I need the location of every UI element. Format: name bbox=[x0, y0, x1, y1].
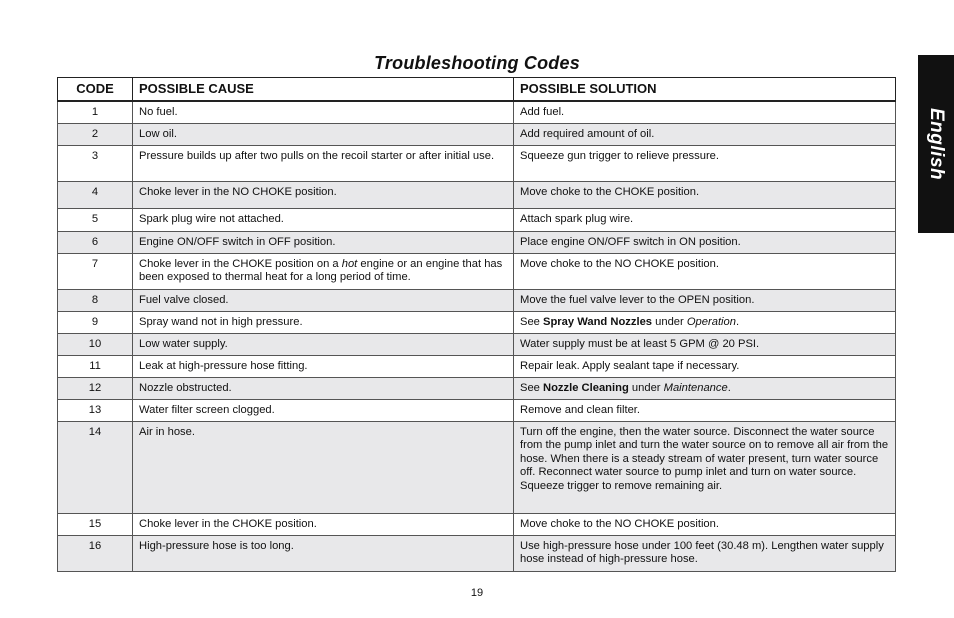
solution-bold-ref: Nozzle Cleaning bbox=[543, 381, 629, 394]
row-cause: Spark plug wire not attached. bbox=[133, 208, 514, 231]
row-solution bbox=[514, 377, 896, 399]
row-solution: Move choke to the CHOKE position. bbox=[514, 181, 896, 208]
row-solution: Add fuel. bbox=[514, 101, 896, 123]
row-code: 2 bbox=[58, 123, 133, 145]
row-code: 8 bbox=[58, 289, 133, 311]
row-cause bbox=[133, 253, 514, 289]
table-row bbox=[58, 145, 896, 181]
table-row bbox=[58, 289, 896, 311]
row-cause: Nozzle obstructed. bbox=[133, 377, 514, 399]
table-row bbox=[58, 123, 896, 145]
solution-text: under bbox=[652, 315, 687, 328]
table-row bbox=[58, 355, 896, 377]
header-cause: POSSIBLE CAUSE bbox=[133, 78, 514, 102]
solution-text: under bbox=[628, 381, 664, 394]
row-solution bbox=[514, 311, 896, 333]
table-row bbox=[58, 421, 896, 513]
solution-text: . bbox=[736, 315, 740, 328]
cause-text: engine or an engine that has been exposed to thermal heat for a long period of time. bbox=[139, 257, 503, 284]
row-cause: High-pressure hose is too long. bbox=[133, 535, 514, 571]
cause-text: Choke lever in the CHOKE position on a bbox=[139, 257, 342, 270]
row-code: 4 bbox=[58, 181, 133, 208]
row-code: 16 bbox=[58, 535, 133, 571]
table-row bbox=[58, 535, 896, 571]
row-solution: Move the fuel valve lever to the OPEN position. bbox=[514, 289, 896, 311]
row-cause: Pressure builds up after two pulls on the recoil starter or after initial use. bbox=[133, 145, 514, 181]
table-row bbox=[58, 377, 896, 399]
row-solution: Squeeze gun trigger to relieve pressure. bbox=[514, 145, 896, 181]
row-code: 14 bbox=[58, 421, 133, 513]
row-cause: Water filter screen clogged. bbox=[133, 399, 514, 421]
language-tab bbox=[918, 55, 954, 233]
page-title: Troubleshooting Codes bbox=[374, 53, 580, 73]
row-solution: Move choke to the NO CHOKE position. bbox=[514, 253, 896, 289]
table-row bbox=[58, 333, 896, 355]
row-solution: Attach spark plug wire. bbox=[514, 208, 896, 231]
row-cause: Engine ON/OFF switch in OFF position. bbox=[133, 231, 514, 253]
solution-text: See bbox=[520, 381, 544, 394]
solution-section-ref: Operation bbox=[686, 315, 736, 328]
row-code: 13 bbox=[58, 399, 133, 421]
table-row bbox=[58, 231, 896, 253]
row-code: 15 bbox=[58, 513, 133, 535]
row-cause: Low oil. bbox=[133, 123, 514, 145]
row-solution: Add required amount of oil. bbox=[514, 123, 896, 145]
header-code: CODE bbox=[58, 78, 133, 102]
solution-bold-ref: Spray Wand Nozzles bbox=[543, 315, 653, 328]
row-cause: Fuel valve closed. bbox=[133, 289, 514, 311]
table-row bbox=[58, 101, 896, 123]
row-code: 12 bbox=[58, 377, 133, 399]
row-solution: Place engine ON/OFF switch in ON position. bbox=[514, 231, 896, 253]
row-solution: Use high-pressure hose under 100 feet (30.48 m). Lengthen water supply hose instead of high-pressure hose. bbox=[514, 535, 896, 571]
table-row bbox=[58, 399, 896, 421]
row-code: 9 bbox=[58, 311, 133, 333]
solution-text: . bbox=[727, 381, 731, 394]
row-cause: Air in hose. bbox=[133, 421, 514, 513]
table-row bbox=[58, 513, 896, 535]
header-solution: POSSIBLE SOLUTION bbox=[514, 78, 896, 102]
table-row bbox=[58, 311, 896, 333]
row-solution: Water supply must be at least 5 GPM @ 20 PSI. bbox=[514, 333, 896, 355]
language-tab-label: English bbox=[926, 107, 947, 181]
row-code: 1 bbox=[58, 101, 133, 123]
troubleshooting-table bbox=[57, 77, 896, 572]
row-solution: Turn off the engine, then the water source. Disconnect the water source from the pump inlet and turn the water source on to remove all air from the hose. When there is a steady stream of water present, turn water source off. Reconnect water source to pump inlet and turn on water source. Squeeze trigger to remove remaining air. bbox=[514, 421, 896, 513]
row-cause: Low water supply. bbox=[133, 333, 514, 355]
row-cause: Choke lever in the CHOKE position. bbox=[133, 513, 514, 535]
row-code: 5 bbox=[58, 208, 133, 231]
solution-text: See bbox=[520, 315, 544, 328]
row-solution: Move choke to the NO CHOKE position. bbox=[514, 513, 896, 535]
table-row bbox=[58, 208, 896, 231]
row-code: 7 bbox=[58, 253, 133, 289]
row-code: 6 bbox=[58, 231, 133, 253]
row-solution: Remove and clean filter. bbox=[514, 399, 896, 421]
row-solution: Repair leak. Apply sealant tape if necessary. bbox=[514, 355, 896, 377]
row-cause: Choke lever in the NO CHOKE position. bbox=[133, 181, 514, 208]
page-number: 19 bbox=[470, 587, 484, 599]
solution-section-ref: Maintenance bbox=[663, 381, 728, 394]
row-cause: No fuel. bbox=[133, 101, 514, 123]
row-code: 3 bbox=[58, 145, 133, 181]
table-header-row bbox=[58, 78, 896, 102]
table-row bbox=[58, 181, 896, 208]
row-code: 11 bbox=[58, 355, 133, 377]
row-cause: Leak at high-pressure hose fitting. bbox=[133, 355, 514, 377]
cause-emphasis: hot bbox=[341, 257, 358, 270]
table-row bbox=[58, 253, 896, 289]
row-cause: Spray wand not in high pressure. bbox=[133, 311, 514, 333]
row-code: 10 bbox=[58, 333, 133, 355]
